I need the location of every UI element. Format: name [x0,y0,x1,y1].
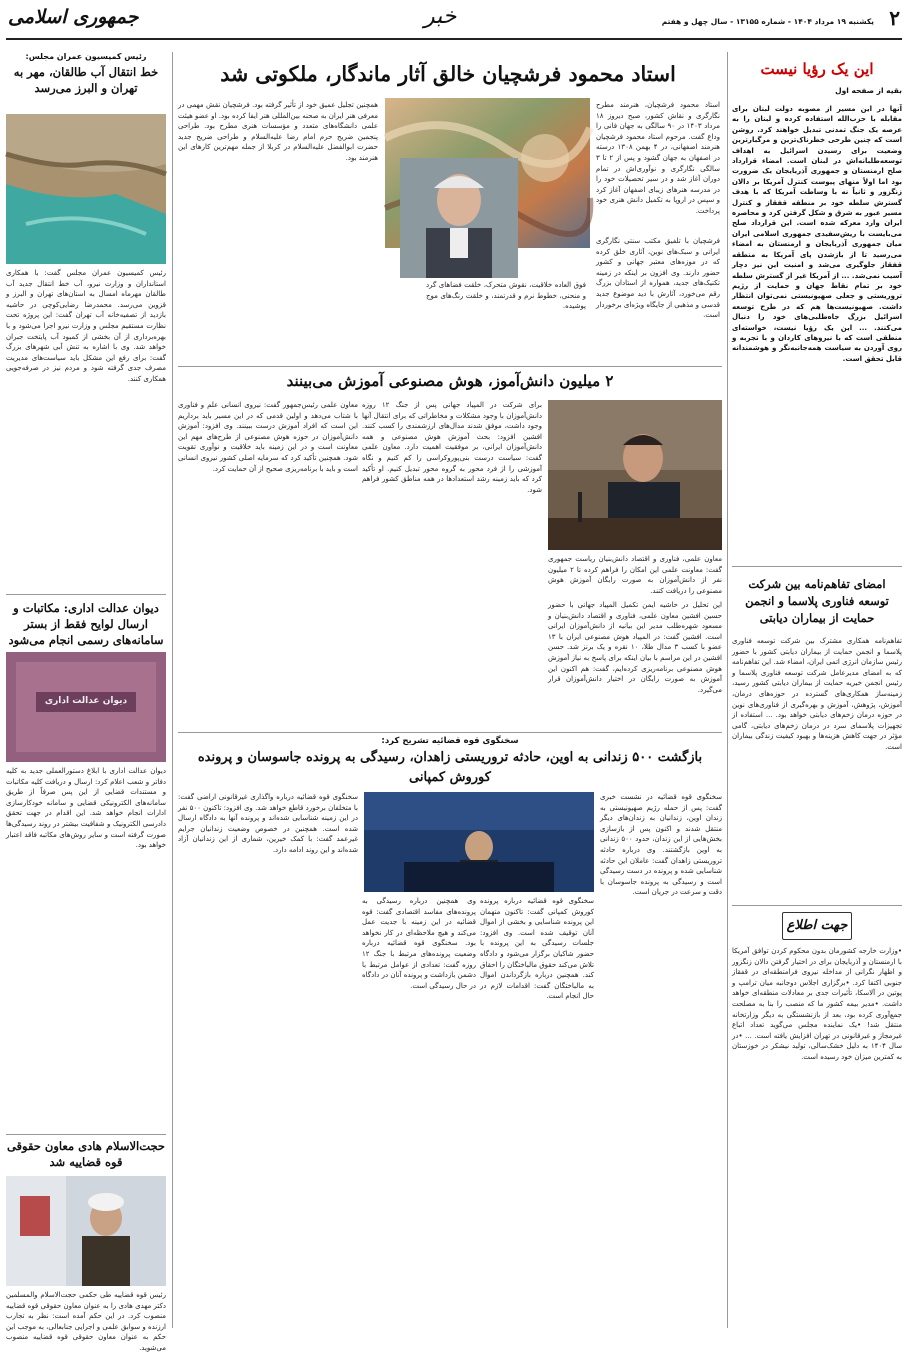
divider [732,905,902,906]
page-number: ۲ [889,6,900,30]
judiciary-kicker: سخنگوی قوه قضائیه تشریح کرد: [381,736,519,746]
column-rule [172,52,173,1328]
divan-photo-sign: دیوان عدالت اداری [44,696,128,706]
judiciary-photo-image [364,792,594,892]
agreement-story [732,570,902,900]
editorial-subtitle: بقیه از صفحه اول [835,86,902,95]
paper-logo: جمهوری اسلامی [8,6,139,28]
main-body-col1: استاد محمود فرشچیان، هنرمند مطرح نگارگری و نقاش کشور، صبح دیروز ۱۸ مرداد ۱۴۰۳ در ۹۰ سالگی به جهان فانی را وداع گفت. مرحوم استاد محمود فرشچیان هنرمند اصفهانی، در ۴ بهمن ۱۳۰۸ درسته در اصفهان به جهان گشود و پس از ۲ تا ۳ سالگی نگارگری و نوآوری‌اش در تمام دوران آغاز شد و در سیر تحصیلات خود را در مدرسه هنرهای زیبای اصفهان آغاز کرد و سپس در اروپا به تکمیل دانش هنری خود پرداخت. [596,101,720,215]
science-body-col2: برای شرکت در المپیاد جهانی پس از جنگ ۱۲ روزه دانش‌آموزان با وجود مشکلات و مخاطراتی که برای انتقال آنها وجود داشت، موفق شدند مدال‌های ارزشمندی را کسب کنند. افشین افزود: بحث آموزش هوش مصنوعی و همه دانش‌آموزان ایرانی، بر موفقیت اهمیت دارد. معاون علمی گفت: سیاست درست بنی‌پوروکراسی را کم کنیم و نگاه آموزشی را از فرد محور به گروه محور تبدیل کنیم. او تأکید کرد که باید زمینه رشد استعدادها در همه مناطق کشور فراهم شود. [362,401,542,494]
divider [6,594,166,595]
hadi-photo-image [6,1176,166,1286]
editorial-title: این یک رؤیا نیست [760,60,874,78]
science-body-col1: این تحلیل در حاشیه ایمن تکمیل المپیاد جهانی با حضور حسین افشین معاون علمی، فناوری و اقتصاد دانش‌بنیان و مسعود شهره‌طلب مدیر این بیانیه از دانش‌آموزان ایرانی است. افشین گفت: در المپیاد هوش مصنوعی ایران با ۱۳ عضو با کسب ۳ مدال طلا، ۱۰ نقره و یک برنز شد. حسن افشین در این مراسم با بیان اینکه برای پاسخ به نیاز آموزش هوش مصنوعی برنامه‌ریزی کرده‌ایم، گفت: هم اکنون این آموزش به صورت رایگان در اختیار دانش‌آموزان قرار می‌گیرد. [548,601,723,694]
dam-photo-image [6,114,166,264]
divan-body: دیوان عدالت اداری با ابلاغ دستورالعملی جدید به کلیه دفاتر و شعب اعلام کرد: ارسال و دریافت کلیه مکاتبات و مستندات قضایی از این پس صرفاً از طریق سامانه‌های الکترونیکی قضایی و سامانه خودکارسازی ادارات انجام خواهد شد. این اقدام در جهت تحقق دادرسی الکترونیک و شفافیت بیشتر در روند رسیدگی‌ها صورت گرفته است و سایر روش‌های مکاتبه فاقد اعتبار خواهد بود. [6,767,166,850]
divider [178,732,722,733]
divider [732,566,902,567]
main-body-col1b: فرشچیان با تلفیق مکتب سنتی نگارگری ایرانی و سبک‌های نوین، آثاری خلق کرده که در موزه‌های معتبر جهانی و کشور حضور دارند. وی افزون بر اینکه در زمینه تکنیک‌های جدید، همواره از استادان بزرگ رقم می‌خورد، آثارش با دید موضوع جدید قدسی و مذهبی از جایگاه ویژه‌ای برخوردار است. [596,237,720,320]
dam-photo [6,114,166,264]
editorial-body: آنها در این مسیر از مصوبه دولت لبنان برای مقابله با حزب‌الله استفاده کرده و لبنان را به عرصه یک جنگ تمدنی تبدیل خواهند کرد. روشن است که چنین طرحی خطرناک‌ترین و مرگبارترین وضعیت برای رسیدن اسرائیل به اهداف توسعه‌طلبانه‌اش در لبنان است. امضاء قرارداد صلح ارمنستان و جمهوری آذربایجان یک ضرورت بود اما اولاً منهای پیوست کنترل آمریکا بر دالان زنگزور و ثانیاً نه با وساطت آمریکا که با هدف گسترش سلطه خود بر منطقه قفقاز و کنترل مسیر عبور به شرق و شکل گرفتن کرد و محاصره ایران وارد معرکه شده است. این قرارداد صلح می‌بایست با ریش‌سفیدی جمهوری اسلامی ایران میان جمهوری آذربایجان و ارمنستان به امضاء می‌رسید تا از بازشدن پای آمریکا به منطقه قفقاز جلوگیری می‌شد و امنیت این نیز دچار آسیب نمی‌شد. ... از آمریکا غیر از گسترش سلطه خود بر تمام نقاط جهان و حمایت از رژیم تروریستی و جعلی صهیونیستی نمی‌توان انتظار داشت. صهیونیست‌ها هم که در طرح توسعه اسرائیل بزرگ جاه‌طلبی‌های خود را دنبال می‌کنند. ... این یک رؤیا نیست، خواسته‌ای منطقی است که با نیروهای کاردان و با تجربه و روی آوردن به سیاست همه‌جانبه‌نگر و هوشمندانه قابل تحقق است. [732,105,902,363]
hadi-headline: حجت‌الاسلام هادی معاون حقوقی قوه قضاییه شد [6,1139,166,1169]
science-photo-caption: معاون علمی، فناوری و اقتصاد دانش‌بنیان ریاست جمهوری گفت: معاونت علمی این امکان را فراهم کرده تا ۲ میلیون نفر از دانش‌آموزان به صورت رایگان آموزش هوش مصنوعی را دریافت کنند. [548,555,722,595]
divan-photo [6,652,166,762]
judiciary-body-col3: وی همچنین درباره رسیدگی به پرونده‌های مفاسد اقتصادی گفت: قوه قضائیه در این زمینه با جدیت عمل می‌کند و هیچ ملاحظه‌ای در کار نخواهد بود. سخنگوی قوه قضائیه درباره وضعیت پرونده‌های مرتبط با جنگ ۱۲ روزه گفت: تعدادی از عوامل مرتبط با دشمن بازداشت و پرونده آنان در دادگاه در حال رسیدگی است. [362,897,476,990]
masthead [0,0,908,40]
judiciary-body-col4: سخنگوی قوه قضائیه درباره واگذاری غیرقانونی اراضی گفت: با متخلفان برخورد قاطع خواهد شد. وی افزود: تاکنون ۵۰۰ نفر در این زمینه شناسایی شده‌اند و پرونده آنها به دادگاه ارسال شده است. همچنین در خصوص وضعیت زندانیان جرایم غیرعمد گفت: با کمک خیرین، شماری از این زندانیان آزاد شده‌اند و این روند ادامه دارد. [178,793,358,854]
etelaat-body: •وزارت خارجه کشورمان بدون محکوم کردن توافق آمریکا با ارمنستان و آذربایجان برای در اختیار گرفتن دالان زنگزور و اظهار نگرانی از مداخله نیروی فرامنطقه‌ای در قفقاز جنوبی اکتفا کرد. •برگزاری اجلاس دوجانبه میان ترامپ و پوتین در آلاسکا، تأثیرات جدی بر معادلات منطقه‌ای خواهد داشت. •مدیر بیمه کشور ما که منصب را بنا به مصلحت جمع‌آوری کرده بود، بعد از بازنشستگی به دیگر وزارتخانه منتقل شد! •یک نماینده مجلس می‌گوید تعداد اتباع غیرمجاز و غیرقانونی در تهران افزایش یافته است. ... •در سال ۱۴۰۴ به دلیل خشک‌سالی، تولید نیشکر در خوزستان به کمترین میزان خود رسیده است. [732,947,903,1061]
divider [178,366,722,367]
science-headline: ۲ میلیون دانش‌آموز، هوش مصنوعی آموزش می‌بینند [286,372,614,390]
farshchian-portrait [400,158,518,278]
divan-photo-image [6,652,166,762]
taleghan-headline: خط انتقال آب طالقان، مهر به تهران و البرز می‌رسد [13,65,159,95]
main-body-col3: همچنین تجلیل عمیق خود از تأثیر گرفته بود. فرشچیان نقش مهمی در معرفی هنر ایران به صحنه بین‌المللی هنر ایفا کرده بود. او عضو هیئت علمی دانشگاه‌های متعدد و مؤسسات هنری مطرح بود. طراحی پنجمین ضریح حرم امام رضا علیه‌السلام و طراحی ضریح جدید حضرت ابوالفضل علیه‌السلام در کربلا از جمله مهم‌ترین کارهای این هنرمند بود. [178,101,378,162]
science-body-col3: معاون علمی رئیس‌جمهور گفت: نیروی انسانی علم و فناوری با شتاب می‌دهد و اولین قدمی که در این مسیر باید برداریم این است که افراد آموزش درست ببینند. وی افزود: آموزش دانش‌آموزان در حوزه هوش مصنوعی از طرح‌های مهم این معاونت است و در این زمینه باید خلاقیت و نوآوری تقویت شود. همچنین تأکید کرد که سرمایه اصلی کشور نیروی انسانی است و باید با برنامه‌ریزی صحیح از آن حمایت کرد. [178,401,358,473]
agreement-body: تفاهم‌نامه همکاری مشترک بین شرکت توسعه فناوری پلاسما و انجمن حمایت از بیماران دیابتی کشور با حضور رئیس سازمان انرژی اتمی ایران، امضاء شد. این تفاهم‌نامه که به امضای مدیرعامل شرکت توسعه فناوری پلاسما و رئیس انجمن خیریه حمایت از بیماران دیابتی کشور رسید، زمینه‌ساز همکاری‌های گسترده در حوزه‌های درمان، آموزش، پژوهش، آموزش و بهره‌گیری از فناوری‌های نوین در حوزه درمان زخم‌های دیابتی خواهد بود. ... استفاده از تجهیزات پلاسمای سرد در درمان زخم‌های دیابتی، گامی مؤثر در جهت کاهش هزینه‌ها و بهبود کیفیت زندگی بیماران است. [732,637,902,751]
editorial-box [732,52,902,552]
judiciary-body-col1: سخنگوی قوه قضائیه در نشست خبری گفت: پس از حمله رژیم صهیونیستی به زندان اوین، زندانیان به زندان‌های دیگر منتقل شدند و اکنون پس از بازسازی بخش‌هایی از این زندان، حدود ۵۰۰ زندانی به اوین بازگشتند. وی درباره حادثه تروریستی زاهدان گفت: عاملان این حادثه شناسایی شده و پرونده در دست رسیدگی است و رسیدگی به پرونده جاسوسان با دقت و سرعت در جریان است. [600,793,722,897]
main-headline: استاد محمود فرشچیان خالق آثار ماندگار، ملکوتی شد [220,62,676,86]
agreement-title: امضای تفاهم‌نامه بین شرکت توسعه فناوری پلاسما و انجمن حمایت از بیماران دیابتی [745,577,889,625]
hadi-photo [6,1176,166,1286]
taleghan-kicker: رئیس کمیسیون عمران مجلس: [25,52,147,61]
etelaat-logo [782,912,852,940]
portrait-figure [400,158,518,278]
header-rule [6,38,902,40]
main-photo-caption: فوق العاده خلاقیت، نقوش متحرک، خلقت فضاهای گرد و منحنی، خطوط نرم و قدرتمند، و خلقت رنگ‌های موج پوشیده. [426,281,586,311]
judiciary-headline: بازگشت ۵۰۰ زندانی به اوین، حادثه تروریستی زاهدان، رسیدگی به پرونده جاسوسان و پرونده کوروش کمپانی [197,750,703,785]
taleghan-body: رئیس کمیسیون عمران مجلس گفت: با همکاری استانداران و وزارت نیرو، آب خط انتقال جدید آب طالقان مهرماه امسال به استان‌های تهران و البرز و قزوین می‌رسد. محمدرضا رضایی‌کوچی در حاشیه بازدید از تصفیه‌خانه آب تهران گفت: این پروژه تحت نظارت مستقیم مجلس و وزارت نیرو اجرا می‌شود و با بهره‌برداری از آن بخشی از کمبود آب پایتخت جبران خواهد شد. وی با اشاره به تنش آبی شهرهای بزرگ گفت: برای رفع این مشکل باید سیاست‌های مدیریت مصرف جدی گرفته شود و مردم نیز در صرفه‌جویی همکاری کنند. [6,269,166,383]
section-title: خبر [424,4,457,29]
hadi-body: رئیس قوه قضاییه طی حکمی حجت‌الاسلام والمسلمین دکتر مهدی هادی را به عنوان معاون حقوقی قوه قضاییه منصوب کرد. در این حکم آمده است: نظر به تجارب ارزنده و سوابق علمی و اجرایی جنابعالی، به موجب این حکم به عنوان معاون حقوقی قوه قضاییه منصوب می‌شوید. [6,1291,166,1352]
judiciary-photo [364,792,594,892]
etelaat-logo-text: جهت اطلاع [786,918,848,933]
afshin-photo-image [548,400,722,550]
column-rule [727,52,728,1328]
divan-headline: دیوان عدالت اداری: مکاتبات و ارسال لوایح فقط از بستر سامانه‌های رسمی انجام می‌شود [8,601,164,647]
date-line: یکشنبه ۱۹ مرداد ۱۴۰۴ - شماره ۱۳۱۵۵ - سال چهل و هفتم [661,17,874,26]
etelaat-box [732,912,902,1328]
judiciary-body-col2: سخنگوی قوه قضائیه درباره پرونده کوروش کمپانی گفت: تاکنون متهمان این پرونده شناسایی و بخشی از اموال آنان توقیف شده است. وی افزود: جلسات رسیدگی به این پرونده با حضور شاکیان برگزار می‌شود و دادگاه تلاش می‌کند حقوق مالباختگان را احقاق کند. همچنین درباره بازگرداندن اموال به مالباختگان گفت: اقدامات لازم در حال انجام است. [480,897,594,1001]
divider [6,1134,166,1135]
left-column [6,52,166,1352]
afshin-photo [548,400,722,550]
